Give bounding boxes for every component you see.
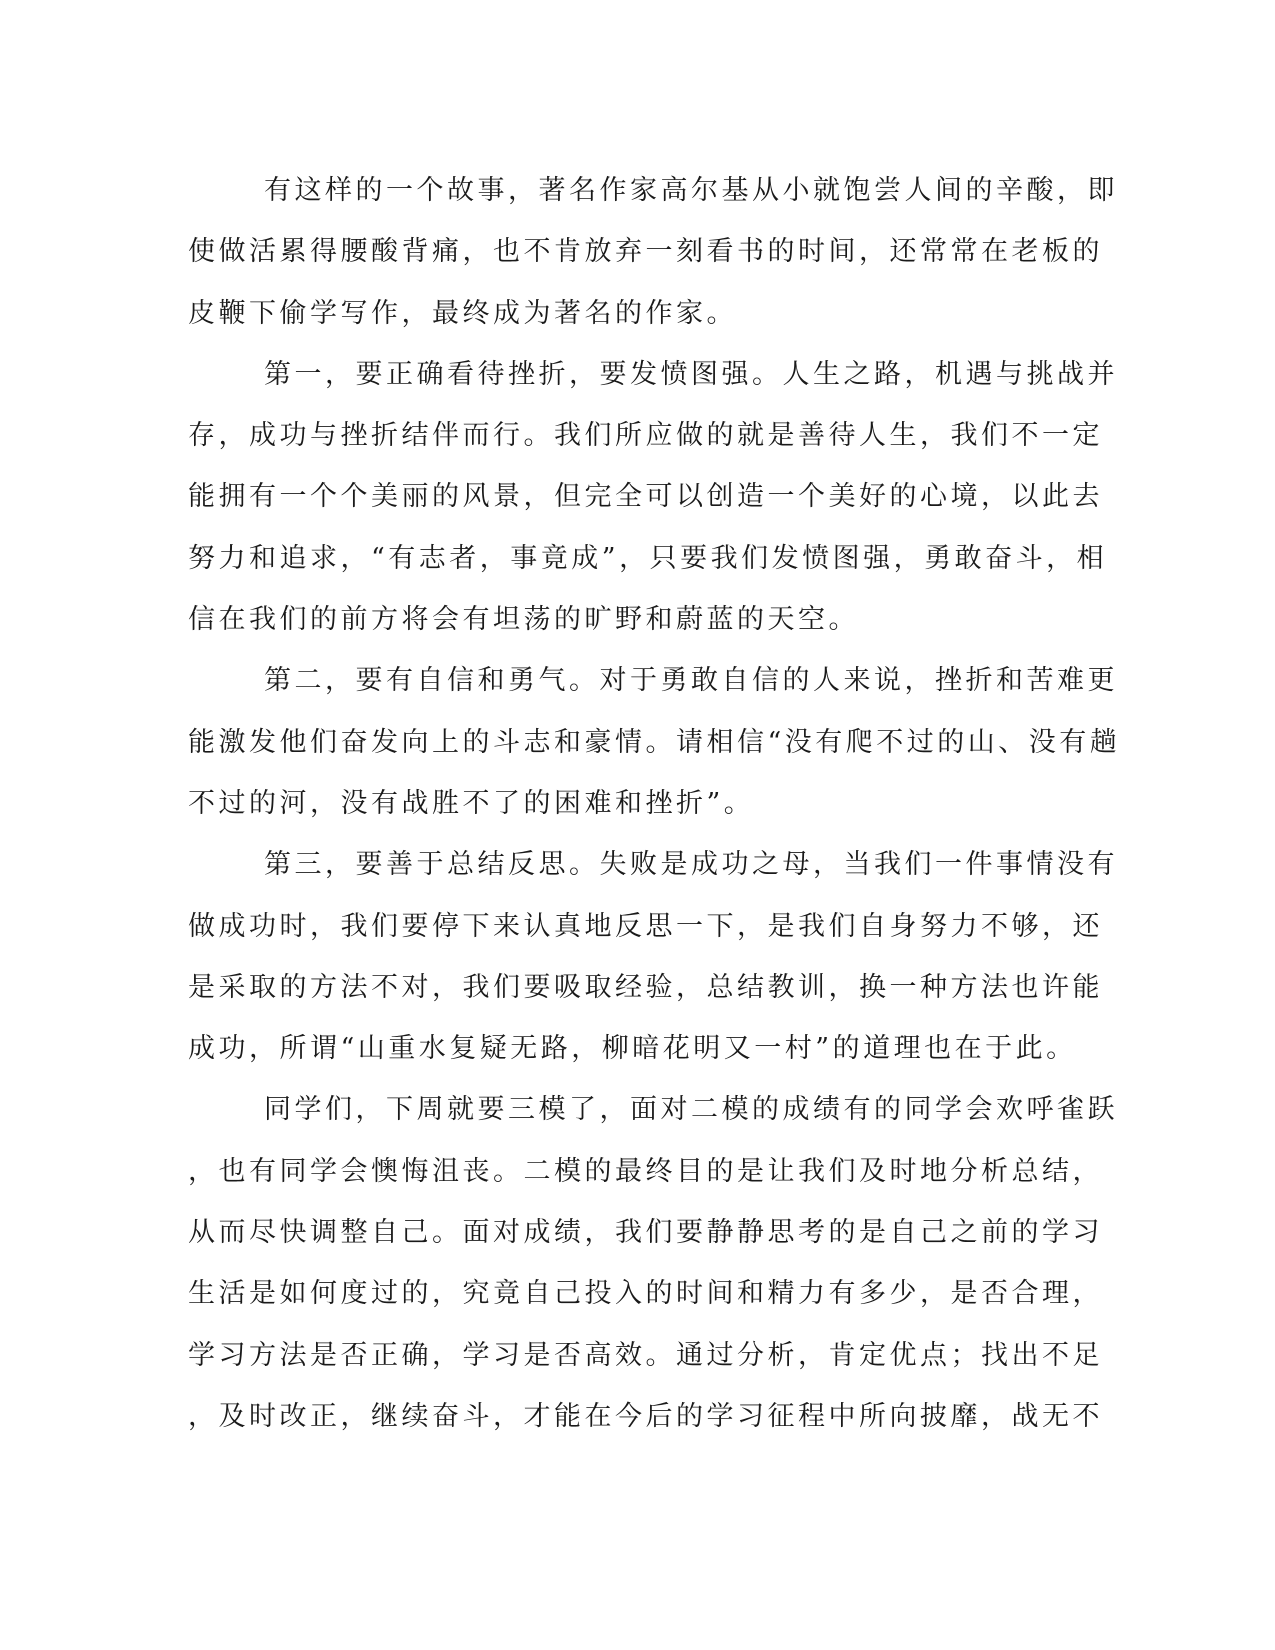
paragraph-4 — [188, 834, 1118, 1079]
paragraph-3 — [188, 650, 1121, 834]
text-line: 信在我们的前方将会有坦荡的旷野和蔚蓝的天空。 — [188, 604, 859, 636]
paragraph-1 — [188, 160, 1118, 344]
text-line: ，及时改正，继续奋斗，才能在今后的学习征程中所向披靡，战无不 — [188, 1400, 1103, 1432]
text-line: 努力和追求，“有志者，事竟成”，只要我们发愤图强，勇敢奋斗，相 — [188, 542, 1108, 574]
text-line: 做成功时，我们要停下来认真地反思一下，是我们自身努力不够，还 — [188, 910, 1103, 942]
paragraph-2 — [188, 344, 1118, 650]
text-line: 生活是如何度过的，究竟自己投入的时间和精力有多少，是否合理， — [188, 1278, 1103, 1310]
paragraph-5 — [188, 1079, 1118, 1447]
text-line: 从而尽快调整自己。面对成绩，我们要静静思考的是自己之前的学习 — [188, 1217, 1103, 1249]
text-line: 第二，要有自信和勇气。对于勇敢自信的人来说，挫折和苦难更 — [264, 665, 1118, 697]
text-line: 学习方法是否正确，学习是否高效。通过分析，肯定优点；找出不足 — [188, 1339, 1103, 1371]
text-line: 成功，所谓“山重水复疑无路，柳暗花明又一村”的道理也在于此。 — [188, 1033, 1077, 1065]
text-line: 有这样的一个故事，著名作家高尔基从小就饱尝人间的辛酸，即 — [264, 175, 1118, 206]
text-line: 不过的河，没有战胜不了的困难和挫折”。 — [188, 787, 755, 819]
text-line: 是采取的方法不对，我们要吸取经验，总结教训，换一种方法也许能 — [188, 971, 1103, 1003]
text-line: 能激发他们奋发向上的斗志和豪情。请相信“没有爬不过的山、没有趟 — [188, 726, 1121, 758]
text-line: ，也有同学会懊悔沮丧。二模的最终目的是让我们及时地分析总结， — [188, 1155, 1103, 1187]
text-line: 第三，要善于总结反思。失败是成功之母，当我们一件事情没有 — [264, 849, 1118, 881]
document-body — [188, 160, 1121, 1447]
text-line: 能拥有一个个美丽的风景，但完全可以创造一个美好的心境，以此去 — [188, 481, 1103, 513]
text-line: 存，成功与挫折结伴而行。我们所应做的就是善待人生，我们不一定 — [188, 420, 1103, 452]
text-line: 同学们，下周就要三模了，面对二模的成绩有的同学会欢呼雀跃 — [264, 1094, 1118, 1126]
text-line: 使做活累得腰酸背痛，也不肯放弃一刻看书的时间，还常常在老板的 — [188, 236, 1103, 268]
text-line: 皮鞭下偷学写作，最终成为著名的作家。 — [188, 297, 737, 329]
text-line: 第一，要正确看待挫折，要发愤图强。人生之路，机遇与挑战并 — [264, 358, 1118, 390]
